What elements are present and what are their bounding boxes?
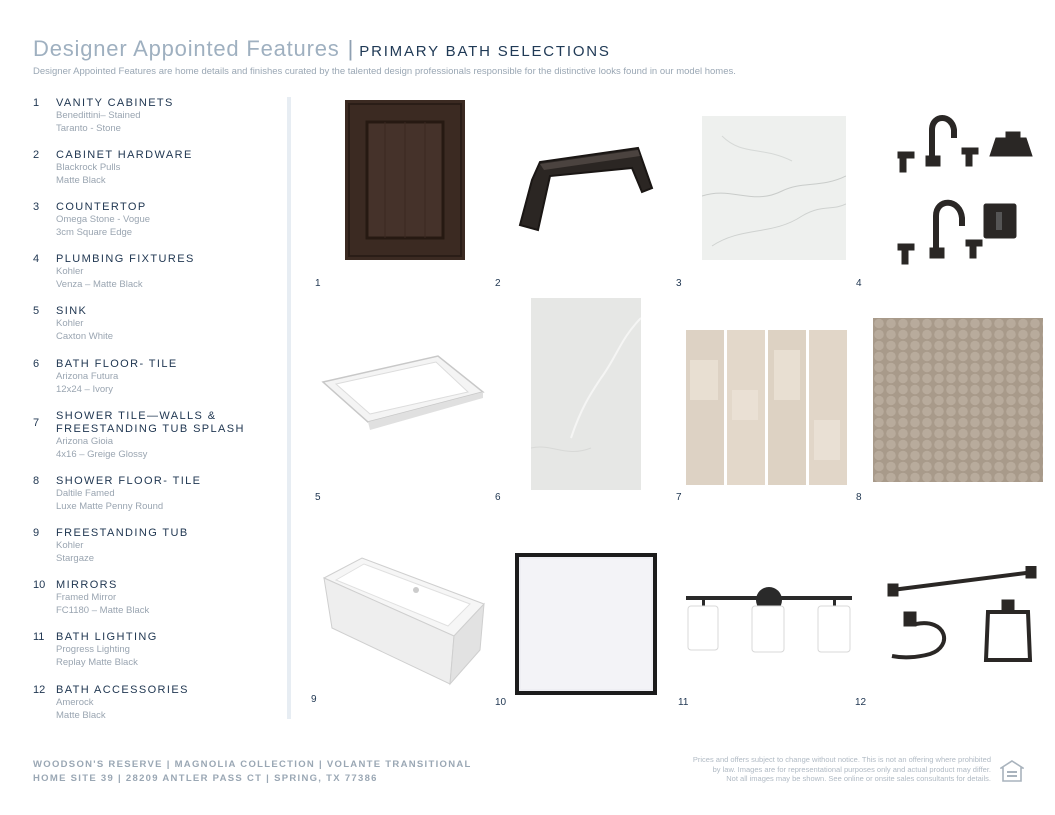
item-detail: 3cm Square Edge	[56, 227, 133, 238]
item-name: COUNTERTOP	[56, 201, 147, 213]
item-number: 5	[33, 305, 40, 317]
item-number: 3	[33, 201, 40, 213]
item-name: MIRRORS	[56, 579, 118, 591]
swatch-caption: 7	[676, 492, 682, 503]
title-separator: |	[347, 36, 354, 61]
item-detail: Arizona Futura	[56, 371, 119, 382]
item-number: 10	[33, 579, 46, 591]
item-detail: Matte Black	[56, 175, 106, 186]
item-detail: 12x24 – Ivory	[56, 384, 114, 395]
item-name: SHOWER FLOOR- TILE	[56, 475, 202, 487]
item-detail: Arizona Gioia	[56, 436, 114, 447]
item-detail: Blackrock Pulls	[56, 162, 121, 173]
swatch-caption: 9	[311, 694, 317, 705]
disclaimer-line: Not all images may be shown. See online or onsite sales consultants for details.	[726, 774, 991, 783]
swatch-caption: 4	[856, 278, 862, 289]
item-name: BATH LIGHTING	[56, 631, 158, 643]
shower-wall-tile-swatch	[686, 330, 849, 485]
bath-accessories-swatch	[886, 566, 1038, 666]
item-name: VANITY CABINETS	[56, 97, 174, 109]
item-number: 1	[33, 97, 40, 109]
mirror-swatch	[515, 553, 657, 695]
footer-line: HOME SITE 39 | 28209 ANTLER PASS CT | SPRING, TX 77386	[33, 773, 378, 784]
item-detail: Kohler	[56, 540, 84, 551]
item-detail: Omega Stone - Vogue	[56, 214, 151, 225]
item-number: 8	[33, 475, 40, 487]
divider	[287, 97, 291, 719]
swatch-caption: 6	[495, 492, 501, 503]
item-detail: Progress Lighting	[56, 644, 130, 655]
bath-floor-tile-swatch	[531, 298, 641, 490]
swatch-caption: 12	[855, 697, 867, 708]
swatch-caption: 8	[856, 492, 862, 503]
footer-address	[33, 758, 472, 786]
swatch-caption: 11	[678, 697, 689, 708]
item-detail: Daltile Famed	[56, 488, 115, 499]
item-detail: Taranto - Stone	[56, 123, 121, 134]
item-detail: Amerock	[56, 697, 94, 708]
swatch-caption: 10	[495, 697, 507, 708]
item-detail: 4x16 – Greige Glossy	[56, 449, 148, 460]
item-detail: Kohler	[56, 318, 84, 329]
cabinet-pull-swatch	[510, 140, 660, 240]
item-detail: Kohler	[56, 266, 84, 277]
item-number: 12	[33, 684, 46, 696]
freestanding-tub-swatch	[322, 556, 487, 686]
footer-line: WOODSON'S RESERVE | MAGNOLIA COLLECTION | VOLANTE TRANSITIONAL	[33, 759, 472, 770]
item-name: BATH ACCESSORIES	[56, 684, 189, 696]
item-name: SINK	[56, 305, 88, 317]
sink-swatch	[318, 352, 488, 437]
equal-housing-icon	[1000, 760, 1024, 782]
item-detail: Matte Black	[56, 710, 106, 721]
bath-lighting-swatch	[684, 586, 854, 656]
item-detail: Luxe Matte Penny Round	[56, 501, 164, 512]
swatch-caption: 5	[315, 492, 321, 503]
item-name: BATH FLOOR- TILE	[56, 358, 178, 370]
item-name: FREESTANDING TUB	[56, 527, 189, 539]
item-number: 11	[33, 631, 45, 643]
item-number: 4	[33, 253, 40, 265]
vanity-cabinet-swatch	[345, 100, 465, 260]
countertop-swatch	[702, 116, 846, 260]
shower-floor-tile-swatch	[873, 318, 1043, 482]
disclaimer-line: by law. Images are for representational purposes only and actual product may differ.	[712, 764, 991, 774]
swatch-caption: 3	[676, 278, 682, 289]
page-subtitle: Designer Appointed Features are home details and finishes curated by the talented design professionals responsible for the distinctive looks found in our model homes.	[33, 66, 736, 77]
item-name: CABINET HARDWARE	[56, 149, 193, 161]
item-detail: Caxton White	[56, 331, 114, 342]
item-number: 7	[33, 417, 40, 429]
item-number: 6	[33, 358, 40, 370]
item-name: PLUMBING FIXTURES	[56, 253, 195, 265]
disclaimer-line: Prices and offers subject to change without notice. This is not an offering where prohibited	[692, 755, 991, 764]
item-detail: Benedittini– Stained	[56, 110, 141, 121]
item-detail: Replay Matte Black	[56, 657, 138, 668]
swatch-caption: 1	[315, 278, 321, 289]
item-detail: Framed Mirror	[56, 592, 117, 603]
item-name: SHOWER TILE—WALLS &	[56, 410, 217, 422]
disclaimer	[693, 755, 991, 784]
item-detail: Venza – Matte Black	[56, 279, 143, 290]
plumbing-fixtures-swatch	[892, 108, 1042, 268]
item-number: 2	[33, 149, 40, 161]
section-title: PRIMARY BATH SELECTIONS	[359, 43, 611, 60]
swatch-caption: 2	[495, 278, 501, 289]
item-detail: Stargaze	[56, 553, 95, 564]
item-detail: FC1180 – Matte Black	[56, 605, 150, 616]
item-name-line2: FREESTANDING TUB SPLASH	[56, 423, 245, 435]
title-main: Designer Appointed Features	[33, 36, 340, 61]
page-title	[33, 36, 611, 62]
item-number: 9	[33, 527, 40, 539]
